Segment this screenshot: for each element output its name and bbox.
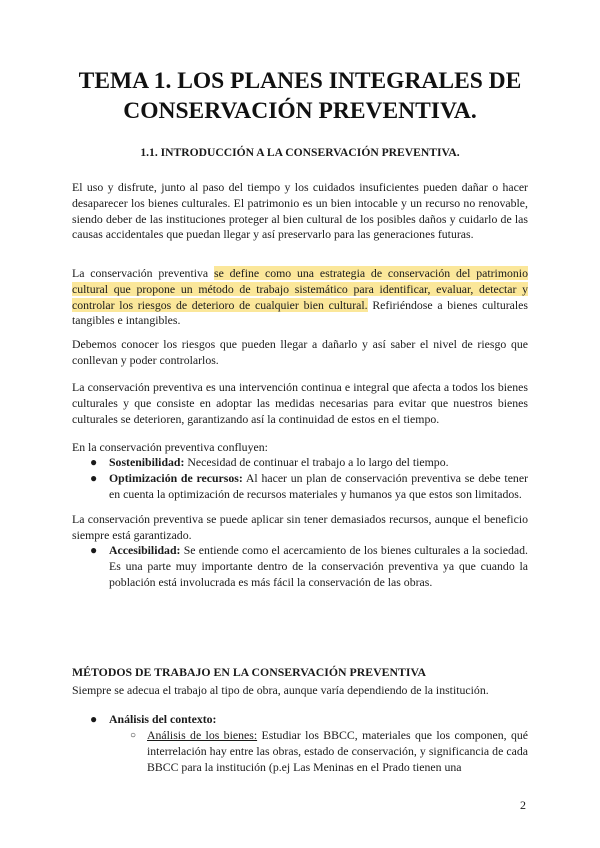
- section-heading: MÉTODOS DE TRABAJO EN LA CONSERVACIÓN PREVENTIVA: [72, 665, 427, 679]
- bullet-item-accesibilidad: [90, 543, 528, 590]
- sub-bullet-text: Estudiar los BBCC, materiales que los componen, qué interrelación hay entre las obras, estado de conservación, y significancia de cada BBCC para la institución (p.ej Las Meninas en el Prado tienen una: [147, 728, 528, 774]
- bullet-text: Se entiende como el acercamiento de los bienes culturales a la sociedad. Es una parte muy importante dentro de la conservación preventiva ya que cuando la población está involucrada es más fácil la conservación de las obras.: [109, 543, 528, 589]
- bullet-icon: ●: [90, 455, 98, 469]
- bullet-icon: ●: [90, 712, 98, 726]
- paragraph-2: [72, 266, 528, 329]
- bullet-icon: ●: [90, 543, 98, 557]
- paragraph-4: La conservación preventiva es una intervención continua e integral que afecta a todos los bienes culturales y que consiste en adoptar las medidas necesarias para evitar que nuestros bienes culturales se deterioren, garantizando así la continuidad de estos en el tiempo.: [72, 380, 528, 426]
- bullet-icon: ●: [90, 471, 98, 485]
- paragraph-6: La conservación preventiva se puede aplicar sin tener demasiados recursos, aunque el beneficio siempre está garantizado.: [72, 512, 528, 542]
- paragraph-2-start: La conservación preventiva: [72, 266, 214, 280]
- bullet-text: Al hacer un plan de conservación preventiva se debe tener en cuenta la optimización de recursos materiales y humanos ya que estos son limitados.: [109, 471, 528, 501]
- page-title: [40, 66, 560, 126]
- bullet-item-optimizacion: [90, 471, 528, 503]
- paragraph-1: El uso y disfrute, junto al paso del tiempo y los cuidados insuficientes pueden dañar o hacer desaparecer los bienes culturales. El patrimonio es un bien intocable y un recurso no renovable, siendo deber de las instituciones proteger al bien cultural de los posibles daños y cuidarlo de las causas accidentales que puedan llegar y así preservarlo para las generaciones futuras.: [72, 180, 528, 242]
- title-line-1: TEMA 1. LOS PLANES INTEGRALES DE: [78, 68, 522, 94]
- sub-bullet-term: Análisis de los bienes:: [147, 728, 258, 742]
- bullet-term: Accesibilidad:: [109, 543, 181, 557]
- title-line-2: CONSERVACIÓN PREVENTIVA.: [123, 98, 477, 124]
- highlighted-definition: se define como una estrategia de conservación del patrimonio cultural que propone un método de trabajo sistemático para identificar, evaluar, detectar y controlar los riesgos de deterioro de cualquier bien cultural.: [72, 266, 528, 312]
- sub-bullet-analisis-bienes: [130, 728, 528, 775]
- bullet-term: Análisis del contexto:: [109, 712, 217, 726]
- section-subtitle: 1.1. INTRODUCCIÓN A LA CONSERVACIÓN PREVENTIVA.: [140, 146, 460, 159]
- bullet-item-analisis-contexto: [90, 712, 528, 728]
- sub-bullet-icon: ○: [130, 730, 137, 741]
- bullet-text: Necesidad de continuar el trabajo a lo largo del tiempo.: [184, 455, 449, 469]
- paragraph-3: Debemos conocer los riesgos que pueden llegar a dañarlo y así saber el nivel de riesgo que conllevan y poder controlarlos.: [72, 337, 528, 367]
- paragraph-5: En la conservación preventiva confluyen:: [72, 440, 268, 454]
- paragraph-2-end: Refiriéndose a bienes culturales tangibles e intangibles.: [72, 297, 528, 328]
- paragraph-7: Siempre se adecua el trabajo al tipo de obra, aunque varía dependiendo de la institución.: [72, 683, 489, 697]
- page-number: 2: [520, 798, 526, 812]
- bullet-item-sostenibilidad: [90, 455, 528, 471]
- bullet-term: Optimización de recursos:: [109, 471, 243, 485]
- bullet-term: Sostenibilidad:: [109, 455, 185, 469]
